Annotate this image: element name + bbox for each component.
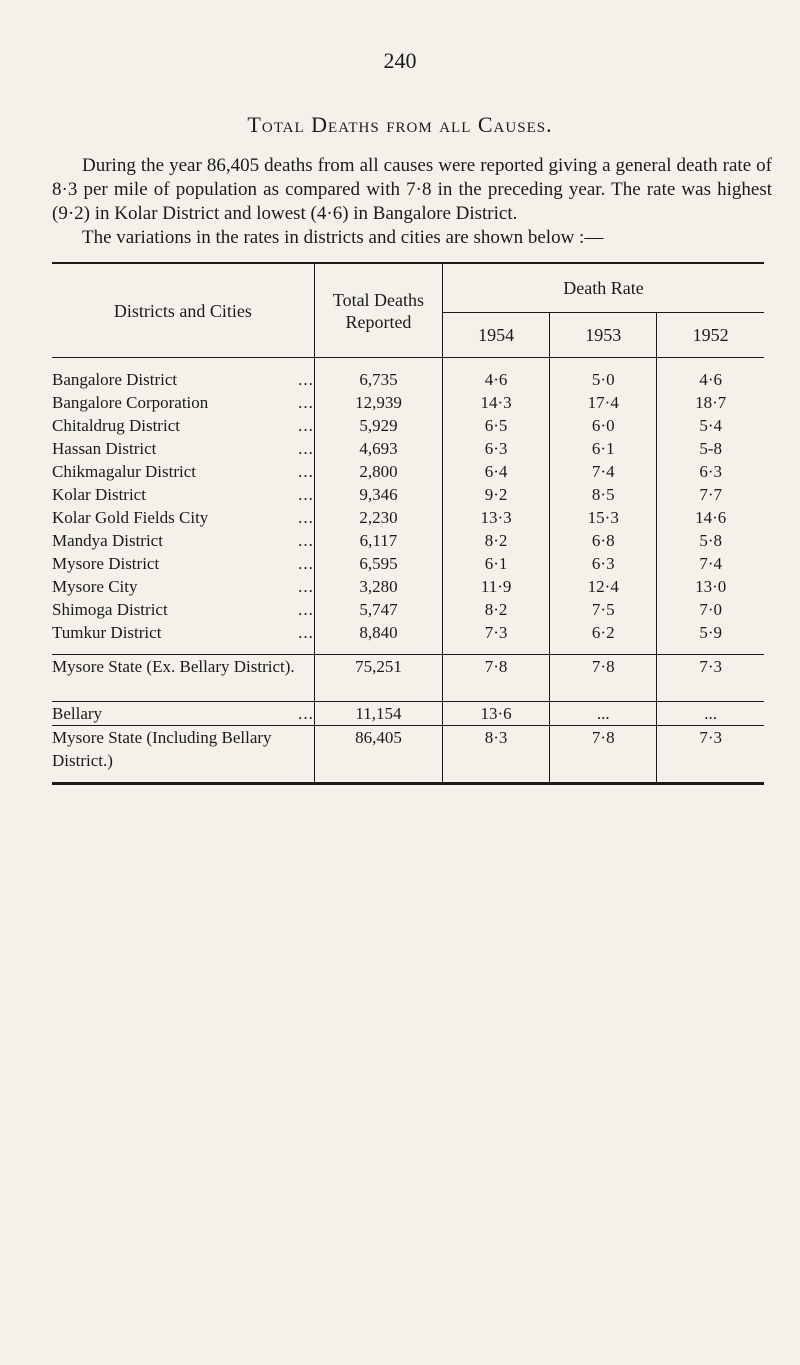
row-label (52, 598, 314, 621)
leader-dots: ... (298, 704, 314, 723)
cell-total-deaths: 6,595 (314, 552, 442, 575)
cell-rate-1954: 6·1 (443, 552, 550, 575)
cell-rate-1952: 13·0 (657, 575, 764, 598)
leader-dots: ... (298, 416, 314, 435)
table-row (52, 621, 764, 644)
cell-rate-1954: 6·4 (443, 460, 550, 483)
cell-total-deaths: 4,693 (314, 437, 442, 460)
row-label-text: Kolar District (52, 485, 146, 504)
cell-total-deaths: 6,117 (314, 529, 442, 552)
cell-total-deaths: 8,840 (314, 621, 442, 644)
cell-total-deaths: 11,154 (314, 702, 442, 726)
leader-dots: ... (298, 393, 314, 412)
cell-rate-1952: 7·0 (657, 598, 764, 621)
row-label-text: Mysore State (Including Bellary District.) (52, 728, 272, 770)
cell-rate-1954: 4·6 (443, 368, 550, 391)
row-label (52, 391, 314, 414)
row-label (52, 368, 314, 391)
table-row (52, 368, 764, 391)
district-rows (52, 358, 764, 655)
row-label-text: Kolar Gold Fields City (52, 508, 209, 527)
header-year-1954: 1954 (443, 313, 550, 358)
cell-rate-1954: 6·5 (443, 414, 550, 437)
cell-total-deaths: 2,230 (314, 506, 442, 529)
cell-rate-1953: 5·0 (550, 368, 657, 391)
header-year-1952: 1952 (657, 313, 764, 358)
cell-rate-1954: 6·3 (443, 437, 550, 460)
row-label (52, 575, 314, 598)
row-label-text: Hassan District (52, 439, 157, 458)
table-row (52, 529, 764, 552)
cell-rate-1952: 14·6 (657, 506, 764, 529)
cell-rate-1952: 7·3 (657, 655, 764, 702)
cell-rate-1953: 8·5 (550, 483, 657, 506)
cell-rate-1952: 4·6 (657, 368, 764, 391)
cell-rate-1952: 7·4 (657, 552, 764, 575)
leader-dots: ... (298, 439, 314, 458)
cell-total-deaths: 12,939 (314, 391, 442, 414)
row-label (52, 460, 314, 483)
row-label-text: Bellary (52, 704, 103, 723)
table-row (52, 575, 764, 598)
cell-rate-1952: 5·8 (657, 529, 764, 552)
cell-rate-1953: 6·3 (550, 552, 657, 575)
cell-rate-1954: 8·2 (443, 598, 550, 621)
leader-dots: ... (298, 623, 314, 642)
row-label-text: Tumkur District (52, 623, 162, 642)
cell-rate-1954: 13·3 (443, 506, 550, 529)
cell-total-deaths: 75,251 (314, 655, 442, 702)
cell-rate-1952: ... (657, 702, 764, 726)
cell-rate-1954: 9·2 (443, 483, 550, 506)
cell-rate-1953: 7·4 (550, 460, 657, 483)
header-districts: Districts and Cities (113, 300, 252, 321)
cell-rate-1952: 5-8 (657, 437, 764, 460)
table-row (52, 702, 764, 726)
cell-total-deaths: 2,800 (314, 460, 442, 483)
row-label-text: Bangalore District (52, 370, 178, 389)
row-label-text: Mysore State (Ex. Bellary District). (52, 657, 295, 676)
cell-rate-1954: 8·2 (443, 529, 550, 552)
table-row (52, 655, 764, 702)
cell-total-deaths: 5,747 (314, 598, 442, 621)
table-row (52, 391, 764, 414)
cell-total-deaths: 86,405 (314, 726, 442, 773)
row-label (52, 529, 314, 552)
row-label-text: Chikmagalur District (52, 462, 197, 481)
section-heading: Total Deaths from all Causes. (247, 112, 553, 137)
cell-rate-1954: 14·3 (443, 391, 550, 414)
table-row (52, 598, 764, 621)
row-label (52, 621, 314, 644)
header-year-1953: 1953 (550, 313, 657, 358)
state-total-rows (52, 655, 764, 784)
cell-total-deaths: 9,346 (314, 483, 442, 506)
row-label-text: Chitaldrug District (52, 416, 180, 435)
row-label (52, 414, 314, 437)
cell-rate-1952: 5·9 (657, 621, 764, 644)
cell-total-deaths: 5,929 (314, 414, 442, 437)
table-row (52, 483, 764, 506)
leader-dots: ... (298, 600, 314, 619)
row-label (52, 655, 314, 702)
header-total-deaths: Total Deaths Reported (314, 263, 442, 358)
cell-rate-1953: 7·5 (550, 598, 657, 621)
cell-rate-1954: 7·3 (443, 621, 550, 644)
cell-rate-1953: ... (550, 702, 657, 726)
cell-rate-1953: 12·4 (550, 575, 657, 598)
row-label (52, 483, 314, 506)
table-row (52, 552, 764, 575)
header-death-rate: Death Rate (443, 263, 764, 313)
table-row (52, 414, 764, 437)
table-row (52, 506, 764, 529)
table-row (52, 437, 764, 460)
cell-total-deaths: 3,280 (314, 575, 442, 598)
cell-total-deaths: 6,735 (314, 368, 442, 391)
page-number: 240 (383, 48, 417, 73)
leader-dots: ... (298, 485, 314, 504)
death-rate-table (52, 262, 764, 785)
cell-rate-1954: 11·9 (443, 575, 550, 598)
cell-rate-1954: 7·8 (443, 655, 550, 702)
cell-rate-1953: 7·8 (550, 655, 657, 702)
cell-rate-1953: 6·8 (550, 529, 657, 552)
leader-dots: ... (298, 508, 314, 527)
leader-dots: ... (298, 370, 314, 389)
table-row (52, 460, 764, 483)
leader-dots: ... (298, 531, 314, 550)
cell-rate-1953: 7·8 (550, 726, 657, 773)
row-label (52, 702, 314, 726)
leader-dots: ... (298, 554, 314, 573)
row-label-text: Bangalore Corporation (52, 393, 209, 412)
row-label (52, 726, 314, 773)
row-label (52, 437, 314, 460)
cell-rate-1954: 13·6 (443, 702, 550, 726)
cell-rate-1952: 5·4 (657, 414, 764, 437)
cell-rate-1953: 17·4 (550, 391, 657, 414)
cell-rate-1952: 18·7 (657, 391, 764, 414)
row-label-text: Mandya District (52, 531, 163, 550)
leader-dots: ... (298, 577, 314, 596)
table-lead-paragraph: The variations in the rates in districts and cities are shown below :— (82, 227, 604, 248)
intro-paragraph: During the year 86,405 deaths from all causes were reported giving a general death rate of 8·3 per mile of population as compared with 7·8 in the preceding year. The rate was highest (9·2) in Kolar District and lowest (4·6) in Bangalore District. (52, 155, 772, 224)
row-label-text: Mysore City (52, 577, 138, 596)
row-label (52, 506, 314, 529)
cell-rate-1953: 6·2 (550, 621, 657, 644)
cell-rate-1952: 7·3 (657, 726, 764, 773)
row-label-text: Mysore District (52, 554, 160, 573)
row-label (52, 552, 314, 575)
cell-rate-1953: 15·3 (550, 506, 657, 529)
row-label-text: Shimoga District (52, 600, 168, 619)
leader-dots: ... (298, 462, 314, 481)
cell-rate-1953: 6·1 (550, 437, 657, 460)
cell-rate-1953: 6·0 (550, 414, 657, 437)
cell-rate-1952: 7·7 (657, 483, 764, 506)
cell-rate-1952: 6·3 (657, 460, 764, 483)
cell-rate-1954: 8·3 (443, 726, 550, 773)
table-row (52, 726, 764, 773)
